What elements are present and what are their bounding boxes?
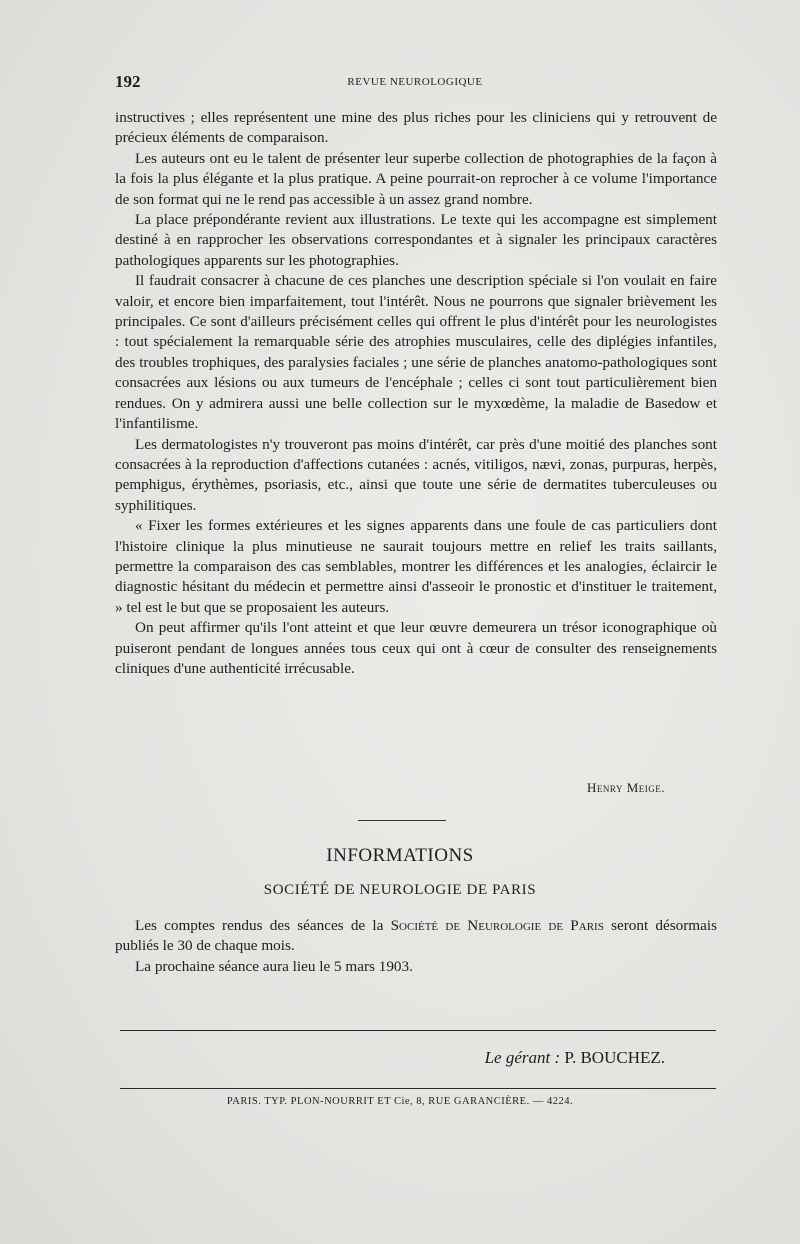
imprint-rule (120, 1088, 716, 1089)
running-head: REVUE NEUROLOGIQUE (347, 76, 483, 88)
review-body (115, 108, 717, 679)
paragraph: « Fixer les formes extérieures et les signes apparents dans une foule de cas particuliers dont l'histoire clinique la plus minutieuse ne saurait toujours mettre en relief les traits saillants, permettre la comparaison des cas semblables, montrer les différences et les analogies, éclaircir le diagnostic hésitant du médecin et permettre ainsi d'asseoir le pronostic et d'instituer le traitement, » tel est le but que se proposaient les auteurs. (115, 517, 717, 616)
section-subtitle: SOCIÉTÉ DE NEUROLOGIE DE PARIS (263, 882, 537, 898)
text-run: Les comptes rendus des séances de la (135, 917, 391, 934)
author-signature: Henry Meige. (587, 780, 665, 795)
paragraph: instructives ; elles représentent une mine des plus riches pour les cliniciens qui y retrouvent de précieux éléments de comparaison. (115, 109, 717, 147)
gerant-label: Le gérant : (484, 1048, 561, 1067)
informations-body (115, 916, 717, 977)
footer-rule (120, 1030, 716, 1031)
paragraph: On peut affirmer qu'ils l'ont atteint et que leur œuvre demeurera un trésor iconographique où puiseront pendant de longues années tous ceux qui ont à cœur de consulter des renseignements cliniques d'une authenticité irrécusable. (115, 619, 717, 677)
society-name: Société de Neurologie de Paris (390, 917, 604, 934)
text-run: seront désormais publiés le 30 de chaque mois. (115, 917, 717, 955)
paragraph: La prochaine séance aura lieu le 5 mars 1903. (135, 957, 413, 975)
gerant-line (115, 1048, 665, 1068)
paragraph: La place prépondérante revient aux illustrations. Le texte qui les accompagne est simplement destiné à en rapprocher les observations correspondantes et à signaler les principaux caractères pathologiques apparents sur les photographies. (115, 211, 717, 269)
paragraph: Il faudrait consacrer à chacune de ces planches une description spéciale si l'on voulait en faire valoir, et encore bien imparfaitement, tout l'intérêt. Nous ne pourrons que signaler brièvement les principales. Ce sont d'ailleurs précisément celles qui offrent le plus d'intérêt pour les neurologistes : tout spécialement la remarquable série des atrophies musculaires, celle des diplégies infantiles, des troubles trophiques, des paralysies faciales ; une série de planches anatomo-pathologiques sont consacrées aux lésions ou aux tumeurs de l'encéphale ; celles ci sont tout particulièrement bien rendues. On y admirera aussi une belle collection sur le myxœdème, la maladie de Basedow et l'infantilisme. (115, 272, 717, 433)
paragraph: Les auteurs ont eu le talent de présenter leur superbe collection de photographies de la façon à la fois la plus élégante et la plus pratique. A peine pourrait-on reprocher à ce volume l'importance de son format qui ne le rend pas accessible à un assez grand nombre. (115, 149, 717, 208)
paragraph: Les dermatologistes n'y trouveront pas moins d'intérêt, car près d'une moitié des planches sont consacrées à la reproduction d'affections cutanées : acnés, vitiligos, nævi, zonas, purpuras, herpès, pemphigus, érythèmes, psoriasis, etc., ainsi que toute une série de dermatites tuberculeuses ou syphilitiques. (115, 435, 717, 514)
section-title: INFORMATIONS (326, 845, 474, 866)
paragraph (115, 916, 717, 957)
section-divider (358, 820, 446, 821)
page-header (115, 72, 715, 92)
gerant-name: P. BOUCHEZ. (564, 1048, 665, 1067)
printer-imprint: PARIS. TYP. PLON-NOURRIT ET Cie, 8, RUE GARANCIÈRE. — 4224. (226, 1096, 574, 1107)
page-number: 192 (115, 72, 141, 91)
